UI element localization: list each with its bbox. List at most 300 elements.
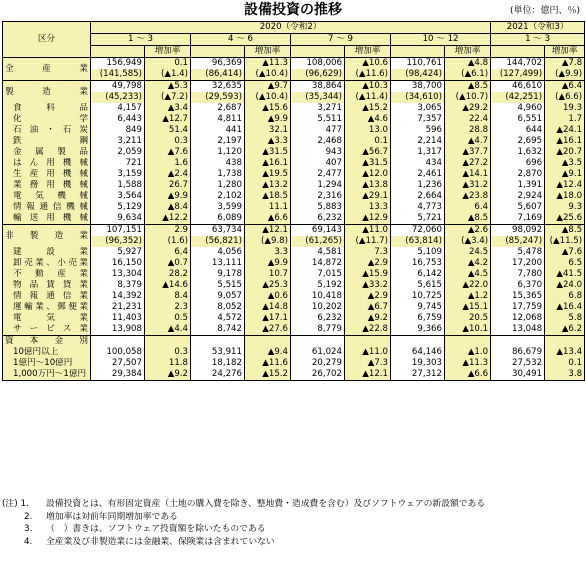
table-row (3, 125, 585, 136)
value-cell: 24,276 (191, 369, 245, 381)
value-cell: 19,303 (391, 358, 445, 369)
rate-cell: 28.8 (445, 125, 491, 136)
rate-cell: 0.3 (145, 136, 191, 147)
value-cell: 3,065 (391, 103, 445, 114)
rate-cell: ▲27.2 (445, 158, 491, 169)
value-cell: 27,507 (91, 358, 145, 369)
rate-cell: ▲22.8 (345, 324, 391, 336)
rate-cell: ▲29.1 (345, 191, 391, 202)
rate-cell: ▲16.1 (545, 136, 585, 147)
value-cell: 9,634 (91, 213, 145, 225)
value-cell: 596 (391, 125, 445, 136)
value-cell: 1,738 (191, 169, 245, 180)
rate-cell: ▲0.6 (245, 291, 291, 302)
rate-cell: 6.8 (545, 291, 585, 302)
header-period: 1 ～ 3 (91, 34, 191, 46)
rate-cell: 32.1 (245, 125, 291, 136)
value-cell: (45,233) (91, 92, 145, 103)
row-label: 物品賃貸業 (3, 280, 91, 291)
table-row (3, 225, 585, 237)
rate-cell: ▲13.8 (345, 180, 391, 191)
table-row (3, 69, 585, 81)
value-cell: (98,424) (391, 69, 445, 81)
value-cell: 98,092 (491, 225, 545, 237)
value-cell: 5,515 (191, 280, 245, 291)
note-text: 全産業及び非製造業には金融業、保険業は含まれていない (46, 536, 275, 547)
value-cell: 4,811 (191, 114, 245, 125)
value-cell: 4,581 (291, 247, 345, 258)
rate-cell: ▲4.7 (445, 136, 491, 147)
value-cell: (56,821) (191, 236, 245, 247)
empty-cell (191, 336, 245, 348)
value-cell: 5,927 (91, 247, 145, 258)
value-cell: 2,924 (491, 191, 545, 202)
row-label: 輸送用機械 (3, 213, 91, 225)
rate-cell: (▲11.4) (345, 92, 391, 103)
rate-cell: ▲11.3 (445, 358, 491, 369)
rate-cell: ▲5.3 (145, 81, 191, 93)
value-cell: (42,251) (491, 92, 545, 103)
row-label: 石油・石炭 (3, 125, 91, 136)
value-cell: 46,610 (491, 81, 545, 93)
value-cell: 434 (391, 158, 445, 169)
table-row (3, 302, 585, 313)
value-cell: 14,872 (291, 258, 345, 269)
rate-cell: ▲4.4 (145, 324, 191, 336)
rate-cell: ▲11.3 (245, 58, 291, 70)
rate-cell: (▲10.7) (445, 92, 491, 103)
rate-cell: (1.6) (145, 236, 191, 247)
value-cell: 107,151 (91, 225, 145, 237)
rate-cell: (▲11.6) (345, 69, 391, 81)
row-label: 食 料 品 (3, 103, 91, 114)
value-cell: 4,572 (191, 313, 245, 324)
value-cell: 6,232 (291, 213, 345, 225)
value-cell: (86,414) (191, 69, 245, 81)
note-item (2, 511, 584, 524)
rate-cell: ▲2.4 (145, 169, 191, 180)
note-text: 設備投資とは、有形固定資産（土地の購入費を除き、整地費・造成費を含む）及びソフトウェアの新設額である (46, 499, 486, 509)
value-cell: 5,129 (91, 202, 145, 213)
value-cell: 2,214 (391, 136, 445, 147)
rate-cell: ▲14.6 (145, 280, 191, 291)
rate-cell: 19.3 (545, 103, 585, 114)
rate-cell: 0.1 (345, 136, 391, 147)
value-cell: 15,365 (491, 291, 545, 302)
row-label: 電 気 業 (3, 313, 91, 324)
table-body (3, 58, 585, 381)
rate-cell: ▲8.5 (445, 81, 491, 93)
rate-cell: 0.5 (145, 313, 191, 324)
value-cell: 5,511 (291, 114, 345, 125)
value-cell: 2,664 (391, 191, 445, 202)
rate-cell: ▲9.2 (145, 369, 191, 381)
rate-cell: ▲8.5 (445, 213, 491, 225)
rate-cell: 0.3 (145, 347, 191, 358)
rate-cell: 6.5 (545, 258, 585, 269)
rate-cell: 13.0 (345, 125, 391, 136)
rate-cell: ▲0.7 (145, 258, 191, 269)
value-cell: 49,798 (91, 81, 145, 93)
rate-cell: ▲1.2 (445, 291, 491, 302)
rate-cell: 7.3 (345, 247, 391, 258)
table-row (3, 58, 585, 70)
header-period: 7 ～ 9 (291, 34, 391, 46)
row-label: 10億円以上 (3, 347, 91, 358)
value-cell: 849 (91, 125, 145, 136)
note-mark: 4. (24, 536, 33, 547)
rate-cell: ▲12.7 (145, 114, 191, 125)
rate-cell: ▲3.5 (545, 158, 585, 169)
value-cell: 644 (491, 125, 545, 136)
rate-cell: ▲4.2 (445, 258, 491, 269)
value-cell: 18,182 (191, 358, 245, 369)
value-cell: 9,057 (191, 291, 245, 302)
rate-cell: (▲10.4) (245, 92, 291, 103)
value-cell: 144,702 (491, 58, 545, 70)
value-cell: 1,236 (391, 180, 445, 191)
rate-cell: ▲14.1 (445, 169, 491, 180)
value-cell: 12,068 (491, 313, 545, 324)
value-cell: 6,232 (291, 313, 345, 324)
header-rate: 増加率 (245, 46, 291, 58)
rate-cell: (▲7.2) (145, 92, 191, 103)
page-title: 設備投資の推移 (244, 2, 342, 18)
value-cell: 4,960 (491, 103, 545, 114)
row-label: 1億円～10億円 (3, 358, 91, 369)
empty-cell (391, 336, 445, 348)
note-text: 増加率は対前年同期増加率である (46, 511, 178, 522)
rate-cell: ▲56.7 (345, 147, 391, 158)
rate-cell: 0.1 (545, 358, 585, 369)
rate-cell: (▲3.4) (445, 236, 491, 247)
table-row (3, 291, 585, 302)
value-cell: 6,443 (91, 114, 145, 125)
value-cell: 2,059 (91, 147, 145, 158)
rate-cell: (▲11.5) (545, 236, 585, 247)
rate-cell: ▲8.4 (145, 202, 191, 213)
table-row (3, 369, 585, 381)
value-cell: 6,551 (491, 114, 545, 125)
rate-cell: (▲9.8) (245, 236, 291, 247)
header-blank (391, 46, 445, 58)
row-label: 業務用機械 (3, 180, 91, 191)
rate-cell: ▲6.6 (445, 369, 491, 381)
rate-cell: ▲6.2 (545, 324, 585, 336)
rate-cell: ▲2.6 (445, 225, 491, 237)
value-cell: 3,271 (291, 103, 345, 114)
header-blank (191, 46, 245, 58)
rate-cell: 10.7 (245, 269, 291, 280)
table-row (3, 136, 585, 147)
value-cell: 16,150 (91, 258, 145, 269)
note-item (2, 536, 584, 549)
rate-cell: ▲7.6 (545, 247, 585, 258)
row-label: 化 学 (3, 114, 91, 125)
rate-cell: ▲9.1 (545, 169, 585, 180)
value-cell: 9,745 (391, 302, 445, 313)
rate-cell: ▲7.6 (145, 147, 191, 158)
rate-cell: ▲12.1 (345, 369, 391, 381)
rate-cell: ▲20.7 (545, 147, 585, 158)
value-cell: 100,058 (91, 347, 145, 358)
rate-cell: 1.7 (545, 114, 585, 125)
rate-cell: ▲15.1 (445, 302, 491, 313)
rate-cell: (▲9.9) (545, 69, 585, 81)
value-cell: 9,178 (191, 269, 245, 280)
rate-cell: ▲15.9 (345, 269, 391, 280)
note-mark: 2. (24, 511, 33, 522)
row-label: 卸売業、小売業 (3, 258, 91, 269)
value-cell: (29,593) (191, 92, 245, 103)
rate-cell: ▲11.0 (345, 347, 391, 358)
value-cell: 10,725 (391, 291, 445, 302)
header-period: 10 ～ 12 (391, 34, 491, 46)
value-cell: 5,615 (391, 280, 445, 291)
table-row (3, 336, 585, 348)
table-row (3, 247, 585, 258)
row-label: 非 製 造 業 (3, 225, 91, 248)
value-cell: 5,607 (491, 202, 545, 213)
table-row (3, 258, 585, 269)
rate-cell: ▲10.3 (345, 81, 391, 93)
value-cell: 6,142 (391, 269, 445, 280)
rate-cell: 24.5 (445, 247, 491, 258)
value-cell: 27,312 (391, 369, 445, 381)
rate-cell: ▲23.8 (445, 191, 491, 202)
value-cell: 1,391 (491, 180, 545, 191)
rate-cell: ▲4.6 (345, 114, 391, 125)
rate-cell: ▲4.8 (445, 58, 491, 70)
value-cell: 1,317 (391, 147, 445, 158)
value-cell: 7,169 (491, 213, 545, 225)
value-cell: 38,864 (291, 81, 345, 93)
notes (2, 498, 584, 548)
value-cell: 61,024 (291, 347, 345, 358)
table-row (3, 92, 585, 103)
value-cell: 943 (291, 147, 345, 158)
rate-cell: ▲31.5 (345, 158, 391, 169)
rate-cell: 6.4 (445, 202, 491, 213)
rate-cell: ▲18.5 (245, 191, 291, 202)
value-cell: 8,379 (91, 280, 145, 291)
value-cell: 8,052 (191, 302, 245, 313)
row-label: 情報通信機械 (3, 202, 91, 213)
value-cell: 721 (91, 158, 145, 169)
value-cell: 108,006 (291, 58, 345, 70)
value-cell: 2,461 (391, 169, 445, 180)
rate-cell: ▲19.5 (245, 169, 291, 180)
value-cell: 441 (191, 125, 245, 136)
table-row (3, 358, 585, 369)
header-kubun: 区分 (3, 22, 91, 58)
table-row (3, 202, 585, 213)
rate-cell: ▲25.6 (545, 213, 585, 225)
value-cell: 7,357 (391, 114, 445, 125)
value-cell: 8,779 (291, 324, 345, 336)
rate-cell: 1.6 (145, 158, 191, 169)
value-cell: 63,734 (191, 225, 245, 237)
value-cell: 2,468 (291, 136, 345, 147)
rate-cell: ▲12.2 (145, 213, 191, 225)
value-cell: 3,599 (191, 202, 245, 213)
row-label: 運輸業、郵便業 (3, 302, 91, 313)
rate-cell: 6.4 (145, 247, 191, 258)
rate-cell: ▲15.2 (245, 369, 291, 381)
value-cell: 27,532 (491, 358, 545, 369)
value-cell: (85,247) (491, 236, 545, 247)
rate-cell: ▲15.6 (245, 103, 291, 114)
value-cell: 64,146 (391, 347, 445, 358)
value-cell: 13,111 (191, 258, 245, 269)
empty-cell (345, 336, 391, 348)
table-row (3, 158, 585, 169)
rate-cell: 26.7 (145, 180, 191, 191)
table-row (3, 147, 585, 158)
table-row (3, 269, 585, 280)
rate-cell: ▲12.4 (545, 180, 585, 191)
header-period: 1 ～ 3 (491, 34, 585, 46)
empty-cell (545, 336, 585, 348)
rate-cell: ▲9.2 (345, 313, 391, 324)
value-cell: 72,060 (391, 225, 445, 237)
rate-cell: ▲1.0 (445, 347, 491, 358)
rate-cell: ▲16.4 (545, 302, 585, 313)
rate-cell: 3.8 (545, 369, 585, 381)
table-row (3, 347, 585, 358)
row-label: 電気機械 (3, 191, 91, 202)
value-cell: 5,109 (391, 247, 445, 258)
rate-cell: ▲6.6 (245, 213, 291, 225)
rate-cell: 8.4 (145, 291, 191, 302)
rate-cell: 11.1 (245, 202, 291, 213)
rate-cell: ▲18.0 (545, 191, 585, 202)
value-cell: 11,403 (91, 313, 145, 324)
table-row (3, 103, 585, 114)
row-label: 鉄 鋼 (3, 136, 91, 147)
value-cell: 2,316 (291, 191, 345, 202)
investment-table (2, 21, 585, 381)
value-cell: 110,761 (391, 58, 445, 70)
value-cell: 2,102 (191, 191, 245, 202)
value-cell: 13,048 (491, 324, 545, 336)
rate-cell: ▲10.6 (345, 58, 391, 70)
row-label: 全 産 業 (3, 58, 91, 81)
rate-cell: ▲6.4 (545, 81, 585, 93)
value-cell: 156,949 (91, 58, 145, 70)
header-rate: 増加率 (445, 46, 491, 58)
empty-cell (491, 336, 545, 348)
value-cell: 17,200 (491, 258, 545, 269)
value-cell: 2,197 (191, 136, 245, 147)
value-cell: 3,564 (91, 191, 145, 202)
row-label: 建 設 業 (3, 247, 91, 258)
value-cell: 6,370 (491, 280, 545, 291)
value-cell: 7,015 (291, 269, 345, 280)
rate-cell: ▲9.4 (245, 347, 291, 358)
header-blank (491, 46, 545, 58)
rate-cell: 11.8 (145, 358, 191, 369)
rate-cell: ▲29.2 (445, 103, 491, 114)
value-cell: 3,159 (91, 169, 145, 180)
value-cell: (96,629) (291, 69, 345, 81)
value-cell: 696 (491, 158, 545, 169)
header-period: 4 ～ 6 (191, 34, 291, 46)
rate-cell: ▲25.3 (245, 280, 291, 291)
value-cell: 20,279 (291, 358, 345, 369)
rate-cell: ▲12.1 (245, 225, 291, 237)
rate-cell: 51.4 (145, 125, 191, 136)
value-cell: 86,679 (491, 347, 545, 358)
table-row (3, 236, 585, 247)
value-cell: 5,192 (291, 280, 345, 291)
rate-cell: ▲11.0 (345, 225, 391, 237)
rate-cell: 20.5 (445, 313, 491, 324)
value-cell: 4,157 (91, 103, 145, 114)
value-cell: 10,418 (291, 291, 345, 302)
value-cell: 6,089 (191, 213, 245, 225)
rate-cell: ▲3.3 (245, 136, 291, 147)
value-cell: 2,870 (491, 169, 545, 180)
rate-cell: ▲17.1 (245, 313, 291, 324)
value-cell: (61,265) (291, 236, 345, 247)
value-cell: 96,369 (191, 58, 245, 70)
table-row (3, 324, 585, 336)
empty-cell (145, 336, 191, 348)
header-blank (91, 46, 145, 58)
header-blank (291, 46, 345, 58)
value-cell: 9,366 (391, 324, 445, 336)
value-cell: 407 (291, 158, 345, 169)
value-cell: 29,384 (91, 369, 145, 381)
value-cell: 1,588 (91, 180, 145, 191)
rate-cell: ▲12.9 (345, 213, 391, 225)
rate-cell: ▲13.4 (545, 347, 585, 358)
rate-cell: ▲4.5 (445, 269, 491, 280)
row-label: 情報通信業 (3, 291, 91, 302)
rate-cell: ▲12.0 (345, 169, 391, 180)
value-cell: (96,352) (91, 236, 145, 247)
rate-cell: ▲8.5 (545, 225, 585, 237)
rate-cell: ▲2.9 (345, 258, 391, 269)
rate-cell: ▲6.7 (345, 302, 391, 313)
rate-cell: ▲31.5 (245, 147, 291, 158)
value-cell: (127,499) (491, 69, 545, 81)
rate-cell: 9.3 (545, 202, 585, 213)
value-cell: 53,911 (191, 347, 245, 358)
rate-cell: 0.1 (145, 58, 191, 70)
rate-cell: ▲16.1 (245, 158, 291, 169)
value-cell: 30,491 (491, 369, 545, 381)
header-year-2020: 2020（令和2） (91, 22, 491, 34)
rate-cell: (▲10.4) (245, 69, 291, 81)
rate-cell: 13.3 (345, 202, 391, 213)
rate-cell: (▲11.7) (345, 236, 391, 247)
value-cell: 7,780 (491, 269, 545, 280)
rate-cell: ▲9.9 (145, 191, 191, 202)
table-row (3, 180, 585, 191)
rate-cell: ▲11.6 (245, 358, 291, 369)
table-row (3, 280, 585, 291)
value-cell: (34,610) (391, 92, 445, 103)
value-cell: 6,759 (391, 313, 445, 324)
value-cell: 2,477 (291, 169, 345, 180)
rate-cell: ▲14.8 (245, 302, 291, 313)
rate-cell: ▲13.2 (245, 180, 291, 191)
rate-cell: 2.3 (145, 302, 191, 313)
value-cell: 2,687 (191, 103, 245, 114)
note-mark: 3. (24, 524, 33, 534)
